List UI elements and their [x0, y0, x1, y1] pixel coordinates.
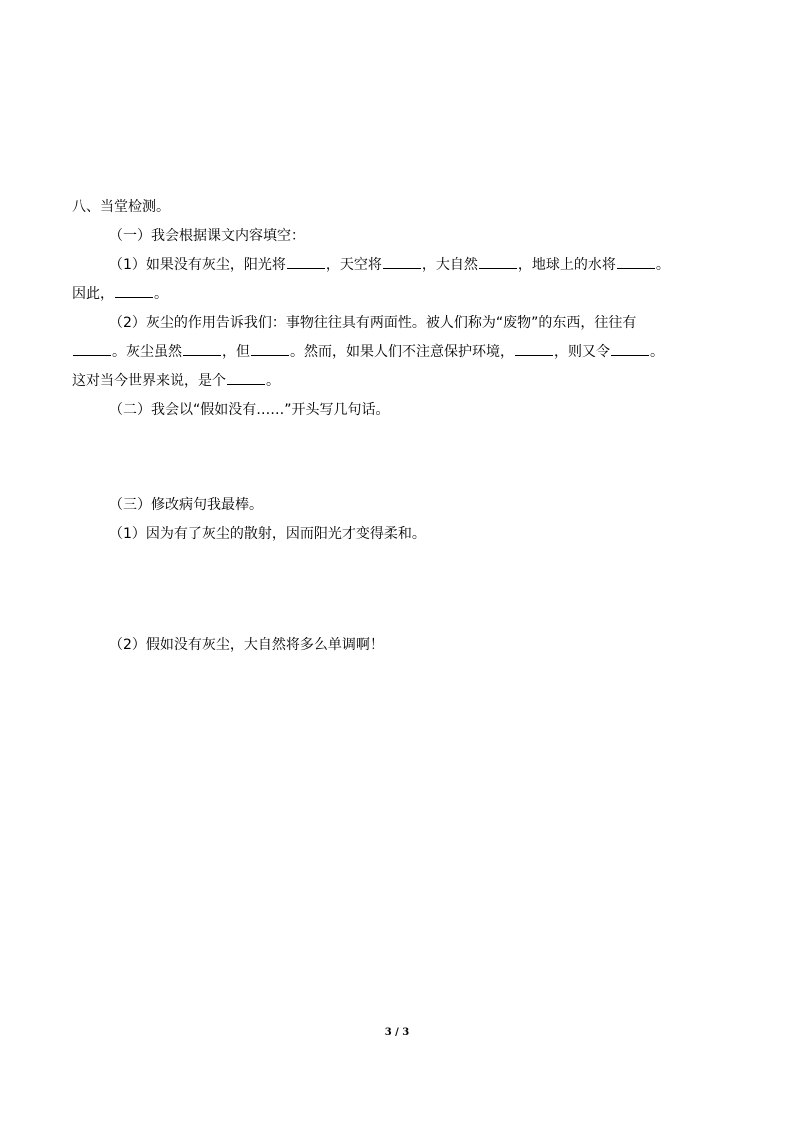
q2-line3-text-2: 。 [266, 373, 280, 389]
answer-blank[interactable] [515, 339, 553, 356]
part1-question1-line2 [72, 280, 722, 309]
answer-blank[interactable] [383, 252, 421, 269]
q1-text-5: 。 [655, 257, 670, 273]
q2-text-2: ，但 [222, 344, 250, 360]
q2-text-1: 。灰尘虽然 [112, 344, 182, 360]
q2-line3-text-1: 这对当今世界来说，是个 [72, 373, 226, 389]
part3-question1: （1）因为有了灰尘的散射，因而阳光才变得柔和。 [109, 526, 426, 542]
part2-heading: （二）我会以“假如没有……”开头写几句话。 [109, 402, 390, 418]
q1-text-2: ，天空将 [325, 257, 382, 273]
answer-blank[interactable] [287, 252, 325, 269]
q1-text-4: ，地球上的水将 [517, 257, 616, 273]
part3-heading: （三）修改病句我最棒。 [109, 497, 263, 513]
answer-blank[interactable] [115, 281, 153, 298]
q2-text-5: 。 [650, 344, 664, 360]
writing-space[interactable] [72, 425, 722, 491]
q1-text-1: （1）如果没有灰尘，阳光将 [109, 257, 286, 273]
answer-blank[interactable] [73, 339, 111, 356]
answer-blank[interactable] [479, 252, 517, 269]
answer-blank[interactable] [611, 339, 649, 356]
q1-line2-text-2: 。 [154, 286, 168, 302]
part3-question2: （2）假如没有灰尘，大自然将多么单调啊！ [109, 637, 384, 653]
correction-space-1[interactable] [72, 549, 722, 631]
answer-blank[interactable] [183, 339, 221, 356]
q2-text-4: ，则又令 [554, 344, 610, 360]
part1-question1-line1 [72, 251, 722, 280]
part1-question2-line2 [72, 338, 722, 367]
answer-blank[interactable] [251, 339, 289, 356]
section-title: 八、当堂检测。 [72, 199, 170, 215]
answer-blank[interactable] [617, 252, 655, 269]
q2-text-3: 。然而，如果人们不注意保护环境， [290, 344, 514, 360]
part1-question2-line3 [72, 367, 722, 396]
part1-heading: （一）我会根据课文内容填空： [109, 228, 305, 244]
q1-text-3: ，大自然 [421, 257, 478, 273]
part1-question2-line1: （2）灰尘的作用告诉我们：事物往往具有两面性。被人们称为“废物”的东西，往往有 [109, 315, 637, 331]
worksheet-content [72, 193, 722, 660]
page-number: 3 / 3 [384, 1027, 410, 1038]
answer-blank[interactable] [227, 368, 265, 385]
q1-line2-text-1: 因此， [72, 286, 114, 302]
